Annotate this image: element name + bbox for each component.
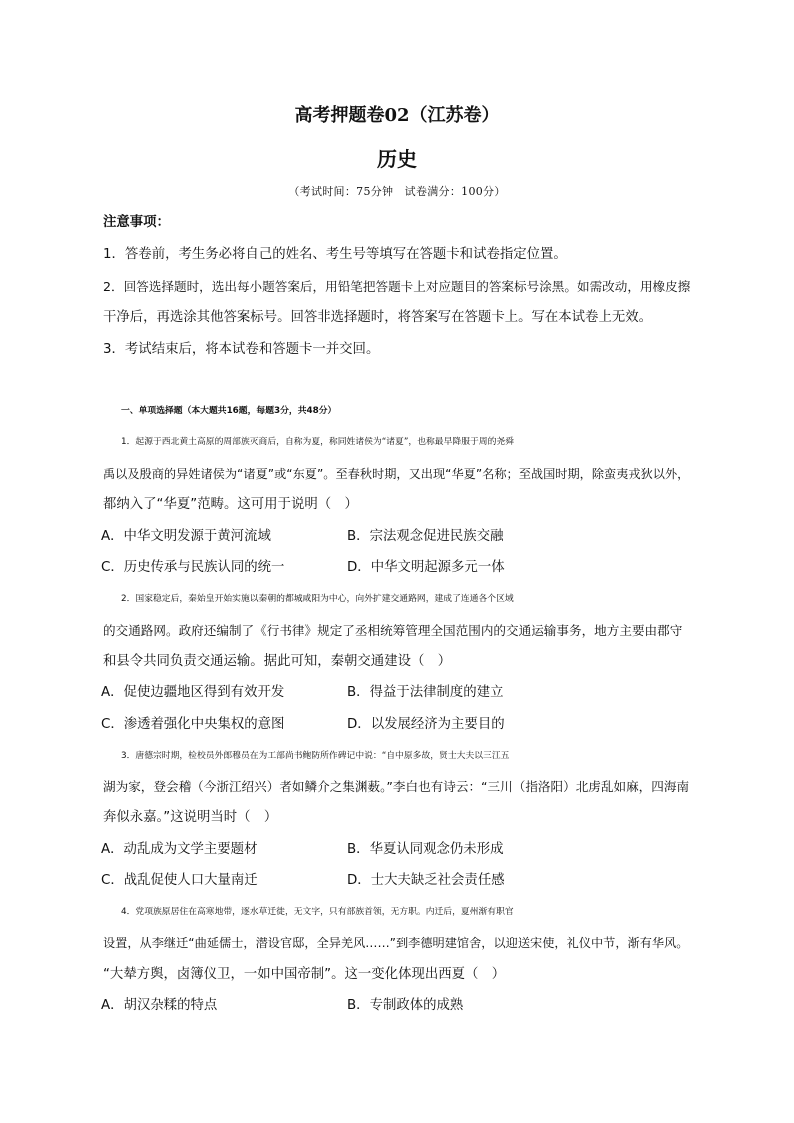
question-4-line-3: “大辇方舆，卤簿仪卫，一如中国帝制”。这一变化体现出西夏（ ） — [103, 967, 506, 982]
question-2-option-c: C．渗透着强化中央集权的意图 — [101, 717, 285, 732]
notice-item-2-line-1: 2．回答选择题时，选出每小题答案后，用铅笔把答题卡上对应题目的答案标号涂黑。如需改动，用橡皮擦 — [103, 279, 691, 294]
notice-item-2-line-2: 干净后，再选涂其他答案标号。回答非选择题时，将答案写在答题卡上。写在本试卷上无效。 — [103, 310, 653, 325]
question-2-option-d: D．以发展经济为主要目的 — [347, 717, 505, 732]
question-2-line-3: 和县令共同负责交通运输。据此可知，秦朝交通建设（ ） — [103, 654, 452, 669]
question-3-option-b: B．华夏认同观念仍未形成 — [347, 842, 504, 857]
question-3-line-3: 奔似永嘉。”这说明当时（ ） — [103, 810, 278, 825]
notice-heading: 注意事项： — [103, 215, 170, 230]
question-3-option-c: C．战乱促使人口大量南迁 — [101, 873, 258, 888]
question-1-option-a: A．中华文明发源于黄河流域 — [101, 529, 271, 544]
question-1-line-1: 1．起源于西北黄土高原的周部族灭商后，自称为夏，称同姓诸侯为“诸夏”，也称最早降服于周的尧舜 — [121, 437, 514, 447]
notice-item-1: 1．答卷前，考生务必将自己的姓名、考生号等填写在答题卡和试卷指定位置。 — [103, 247, 567, 262]
question-3-line-2: 湖为家，登会稽（今浙江绍兴）者如鳞介之集渊薮。”李白也有诗云：“三川（指洛阳）北虏乱如麻，四海南 — [103, 779, 690, 794]
question-3-option-a: A．动乱成为文学主要题材 — [101, 842, 258, 857]
question-2-option-a: A．促使边疆地区得到有效开发 — [101, 685, 285, 700]
notice-item-3: 3．考试结束后，将本试卷和答题卡一并交回。 — [103, 342, 380, 357]
question-4-line-2: 设置，从李继迁“曲延儒士，潜设官邸，全异羌风……”到李德明建馆舍，以迎送宋使，礼仪中节，渐有华风。 — [103, 936, 689, 950]
exam-title: 高考押题卷02（江苏卷） — [294, 105, 500, 126]
question-3-line-1: 3．唐德宗时期，检校员外郎穆员在为工部尚书鲍防所作碑记中说：“自中原多故，贤士大夫以三江五 — [121, 751, 510, 761]
question-1-line-3: 都纳入了“华夏”范畴。这可用于说明（ ） — [103, 497, 358, 512]
question-4-option-a: A．胡汉杂糅的特点 — [101, 998, 218, 1013]
question-1-option-c: C．历史传承与民族认同的统一 — [101, 560, 285, 575]
section-heading: 一、单项选择题（本大题共16题，每题3分，共48分） — [121, 406, 337, 416]
question-2-line-1: 2．国家稳定后，秦始皇开始实施以秦朝的都城咸阳为中心，向外扩建交通路网，建成了连通各个区域 — [121, 594, 514, 604]
question-4-option-b: B．专制政体的成熟 — [347, 998, 464, 1013]
exam-info: （考试时间：75分钟 试卷满分：100分） — [288, 185, 506, 198]
question-1-option-b: B．宗法观念促进民族交融 — [347, 529, 504, 544]
subject-title: 历史 — [377, 147, 417, 171]
question-2-line-2: 的交通路网。政府还编制了《行书律》规定了丞相统筹管理全国范围内的交通运输事务，地方主要由郡守 — [103, 623, 683, 638]
question-1-line-2: 禹以及殷商的异姓诸侯为“诸夏”或“东夏”。至春秋时期，又出现“华夏”名称；至战国时期，除蛮夷戎狄以外， — [103, 467, 690, 481]
question-2-option-b: B．得益于法律制度的建立 — [347, 685, 504, 700]
question-4-line-1: 4．党项族原居住在高寒地带，逐水草迁徙，无文字，只有部族首领，无方职。内迁后，夏州渐有职官 — [121, 907, 514, 917]
question-1-option-d: D．中华文明起源多元一体 — [347, 560, 505, 575]
question-3-option-d: D．士大夫缺乏社会责任感 — [347, 873, 505, 888]
